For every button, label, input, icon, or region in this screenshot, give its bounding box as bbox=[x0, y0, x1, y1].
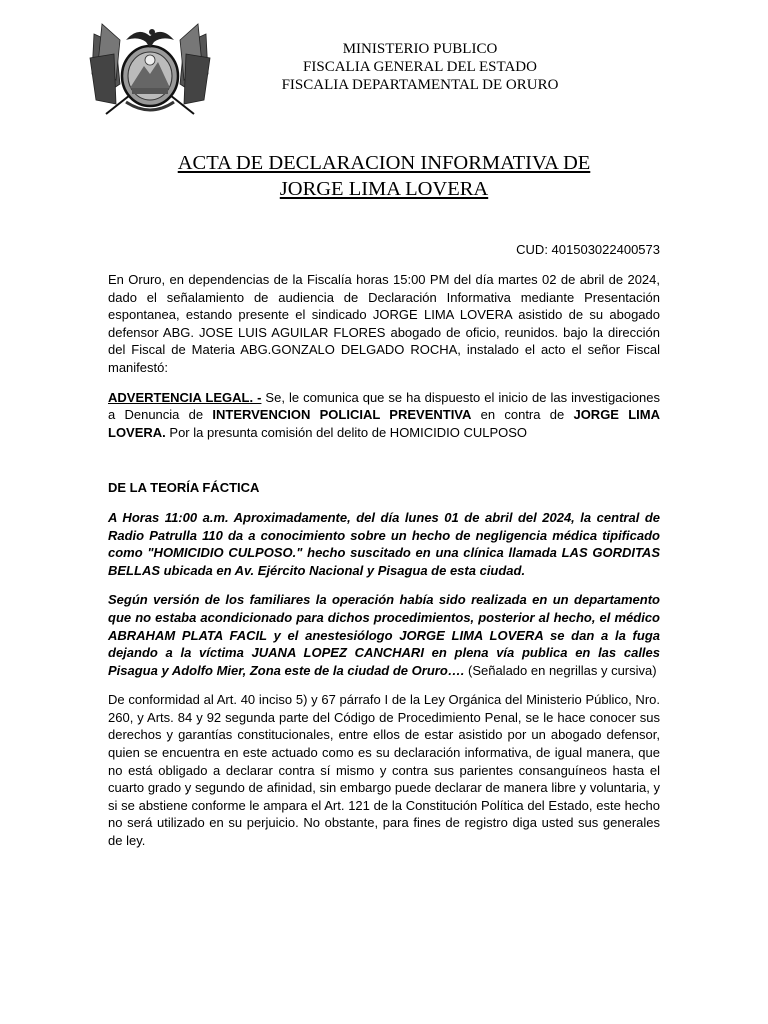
title-line-1: ACTA DE DECLARACION INFORMATIVA DE bbox=[177, 152, 591, 174]
facts-paragraph-1: A Horas 11:00 a.m. Aproximadamente, del día lunes 01 de abril del 2024, la central de Radio Patrulla 110 da a conocimiento sobre un hecho de negligencia médica tipificado como "HOMICIDIO CULPOSO." hecho suscitado en una clínica llamada LAS GORDITAS BELLAS ubicada en Av. Ejército Nacional y Pisagua de esta ciudad. bbox=[108, 509, 660, 578]
title-line-2: JORGE LIMA LOVERA bbox=[279, 178, 489, 200]
advertencia-paragraph bbox=[108, 389, 660, 442]
header-line-fiscalia-departamental: FISCALIA DEPARTAMENTAL DE ORURO bbox=[281, 77, 559, 93]
header-line-ministerio: MINISTERIO PUBLICO bbox=[342, 41, 498, 57]
advertencia-text-2: en contra de bbox=[471, 407, 574, 423]
facts-paragraph-2 bbox=[108, 591, 660, 679]
advertencia-label: ADVERTENCIA LEGAL. - bbox=[108, 389, 262, 405]
section-heading-teoria-factica: DE LA TEORÍA FÁCTICA bbox=[108, 480, 260, 496]
coat-of-arms-emblem bbox=[86, 14, 214, 122]
rights-paragraph: De conformidad al Art. 40 inciso 5) y 67 párrafo I de la Ley Orgánica del Ministerio Público, Nro. 260, y Arts. 84 y 92 segunda parte del Código de Procedimiento Penal, se le hace conocer sus derechos y garantías constitucionales, entre ellos de estar asistido por un abogado defensor, quien se encuentra en este actuado como es su declaración informativa, de igual manera, que no está obligado a declarar contra sí mismo y contra sus parientes consanguíneos hasta el cuarto grado y segundo de afinidad, sin embargo puede declarar de manera libre y voluntaria, y si se abstiene conforme le ampara el Art. 121 de la Constitución Política del Estado, este hecho no será utilizado en su perjuicio. No obstante, para fines de registro diga usted sus generales de ley. bbox=[108, 692, 660, 849]
institution-header bbox=[200, 40, 640, 94]
intro-paragraph: En Oruro, en dependencias de la Fiscalía horas 15:00 PM del día martes 02 de abril de 2024, dado el señalamiento de audiencia de Declaración Informativa mediante Presentación espontanea, estando presente el sindicado JORGE LIMA LOVERA asistido de su abogado defensor ABG. JOSE LUIS AGUILAR FLORES abogado de oficio, reunidos. bajo la dirección del Fiscal de Materia ABG.GONZALO DELGADO ROCHA, instalado el acto el señor Fiscal manifestó: bbox=[108, 272, 660, 375]
advertencia-bold-1: INTERVENCION POLICIAL PREVENTIVA bbox=[212, 407, 472, 423]
advertencia-text-3: Por la presunta comisión del delito de HOMICIDIO CULPOSO bbox=[165, 424, 528, 440]
advertencia-text-1: Se, le comunica que se ha dispuesto el inicio de las investigaciones a Denuncia de bbox=[108, 389, 660, 423]
facts-paragraph-2-note: (Señalado en negrillas y cursiva) bbox=[464, 662, 657, 678]
advertencia-bold-2: JORGE LIMA LOVERA. bbox=[108, 407, 661, 440]
cud-number: CUD: 401503022400573 bbox=[516, 242, 660, 257]
facts-paragraph-2-emphasis: Según versión de los familiares la operación había sido realizada en un departamento que no estaba acondicionado para dichos procedimientos, posterior al hecho, el médico ABRAHAM PLATA FACIL y el anestesiólogo JORGE LIMA LOVERA se dan a la fuga dejando a la víctima JUANA LOPEZ CANCHARI en plena vía publica en las calles Pisagua y Adolfo Mier, Zona este de la ciudad de Oruro…. bbox=[108, 592, 660, 678]
document-title bbox=[108, 150, 660, 202]
header-line-fiscalia-general: FISCALIA GENERAL DEL ESTADO bbox=[303, 59, 537, 75]
document-body bbox=[108, 271, 660, 862]
